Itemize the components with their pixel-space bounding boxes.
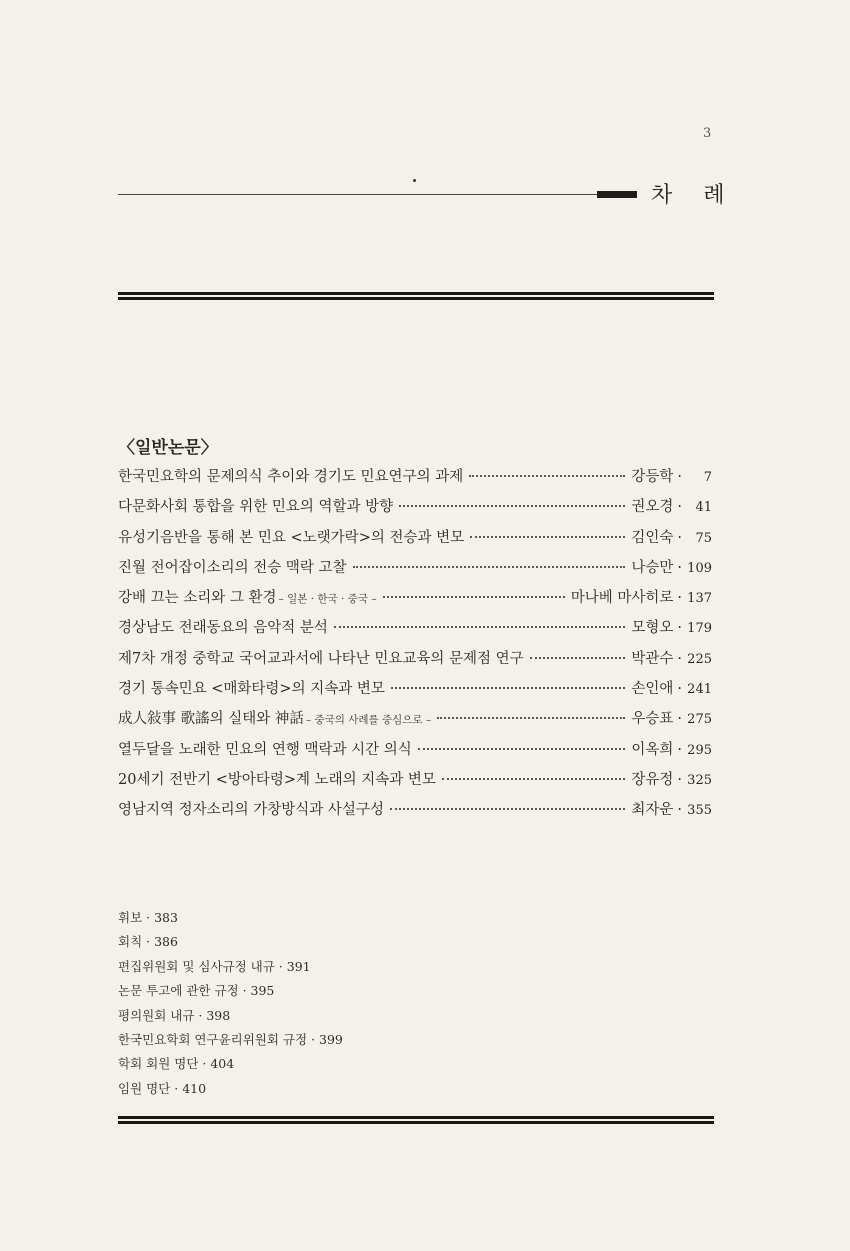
toc-entry-title: 강배 끄는 소리와 그 환경 <box>118 590 277 607</box>
toc-entry-author: 김인숙 <box>631 529 674 546</box>
toc-entry-page: 75 <box>695 530 712 546</box>
dot-leader <box>353 566 626 568</box>
toc-entry-title: 경기 통속민요 <매화타령>의 지속과 변모 <box>118 681 385 698</box>
toc-entry-title: 한국민요학의 문제의식 추이와 경기도 민요연구의 과제 <box>118 469 464 485</box>
misc-item: 논문 투고에 관한 규정 · 395 <box>118 983 275 999</box>
misc-item: 한국민요학회 연구윤리위원회 규정 · 399 <box>118 1031 343 1047</box>
dot-leader <box>391 687 626 689</box>
dot-leader <box>437 717 625 719</box>
toc-entry-title: 다문화사회 통합을 위한 민요의 역할과 방향 <box>118 499 394 516</box>
toc-entry-author: 장유정 <box>631 771 674 788</box>
toc-entry <box>118 768 712 798</box>
toc-entry-author: 마나베 마사히로 <box>570 590 674 607</box>
toc-entry <box>118 707 712 737</box>
toc-entry-subtitle: – 일본 · 한국 · 중국 – <box>278 593 377 606</box>
page-number: 3 <box>703 126 712 141</box>
toc-entry <box>118 495 712 525</box>
toc-entry-author: 손인애 <box>631 681 674 698</box>
toc-entry-separator: · <box>677 590 682 607</box>
toc-entry-author: 박관수 <box>631 650 674 667</box>
dot-leader <box>442 778 625 780</box>
dot-leader <box>418 748 626 750</box>
toc-entry-title: 제7차 개정 중학교 국어교과서에 나타난 민요교육의 문제점 연구 <box>118 650 524 667</box>
misc-item: 회칙 · 386 <box>118 934 178 950</box>
misc-item: 휘보 · 383 <box>118 910 178 925</box>
toc-entry-title: 영남지역 정자소리의 가창방식과 사설구성 <box>118 802 384 819</box>
toc-entry <box>118 738 712 768</box>
dot-leader <box>470 536 625 538</box>
toc-entry-page: 325 <box>687 772 712 788</box>
toc-entry-separator: · <box>677 529 682 546</box>
toc-entry <box>118 798 712 828</box>
toc-entry <box>118 465 712 495</box>
toc-entry-separator: · <box>677 711 682 728</box>
misc-item: 임원 명단 · 410 <box>118 1080 207 1096</box>
toc-entry-title: 成人敍事 歌謠의 실태와 神話 <box>118 711 304 728</box>
toc-entry-author: 이옥희 <box>631 741 674 758</box>
title-rule <box>118 194 600 195</box>
toc-entry-author: 우승표 <box>631 711 674 728</box>
dot-leader <box>383 596 565 598</box>
toc-entry <box>118 586 712 616</box>
page-title: 차 례 <box>651 183 737 208</box>
toc-entry <box>118 616 712 646</box>
toc-entry-subtitle: – 중국의 사례를 중심으로 – <box>305 714 432 727</box>
section-heading: 〈일반논문〉 <box>118 438 218 458</box>
toc-entry-author: 나승만 <box>631 559 674 576</box>
toc-entry-separator: · <box>677 681 682 698</box>
toc-entry-page: 41 <box>695 500 712 516</box>
ink-dot <box>413 179 416 182</box>
toc-entry-separator: · <box>677 802 682 819</box>
toc-entry-separator: · <box>677 741 682 758</box>
toc-entry-page: 7 <box>703 470 712 485</box>
dot-leader <box>390 808 625 810</box>
toc-entry-title: 열두달을 노래한 민요의 연행 맥락과 시간 의식 <box>118 741 412 758</box>
toc-entry <box>118 556 712 586</box>
misc-list <box>118 906 343 1101</box>
toc-entry-separator: · <box>677 469 682 485</box>
toc-entry-separator: · <box>677 499 682 516</box>
table-of-contents <box>118 465 712 829</box>
toc-entry-page: 241 <box>687 682 712 698</box>
toc-entry <box>118 647 712 677</box>
toc-entry-page: 295 <box>687 742 712 758</box>
toc-entry-title: 진월 전어잡이소리의 전승 맥락 고찰 <box>118 559 347 576</box>
toc-entry-page: 225 <box>687 651 712 667</box>
toc-entry-page: 355 <box>687 803 712 819</box>
toc-entry-author: 모형오 <box>631 620 674 637</box>
top-double-rule <box>118 292 714 300</box>
toc-entry-separator: · <box>677 559 682 576</box>
dot-leader <box>334 626 625 628</box>
dot-leader <box>530 657 626 659</box>
toc-entry <box>118 677 712 707</box>
toc-entry-author: 강등학 <box>631 469 674 485</box>
toc-entry-separator: · <box>677 650 682 667</box>
dot-leader <box>399 505 625 507</box>
title-bar <box>597 191 637 198</box>
toc-entry-page: 275 <box>687 712 712 728</box>
toc-entry-title: 20세기 전반기 <방아타령>계 노래의 지속과 변모 <box>118 771 436 788</box>
bottom-double-rule <box>118 1116 714 1124</box>
misc-item: 편집위원회 및 심사규정 내규 · 391 <box>118 958 311 974</box>
toc-entry-author: 권오경 <box>631 499 674 516</box>
toc-entry-separator: · <box>677 620 682 637</box>
misc-item: 평의원회 내규 · 398 <box>118 1007 231 1023</box>
toc-entry-author: 최자운 <box>631 802 674 819</box>
toc-entry <box>118 526 712 556</box>
toc-entry-page: 179 <box>687 621 712 637</box>
toc-entry-title: 유성기음반을 통해 본 민요 <노랫가락>의 전승과 변모 <box>118 529 465 546</box>
dot-leader <box>469 475 625 477</box>
toc-entry-title: 경상남도 전래동요의 음악적 분석 <box>118 620 328 637</box>
toc-entry-page: 137 <box>687 591 712 607</box>
misc-item: 학회 회원 명단 · 404 <box>118 1056 235 1072</box>
toc-entry-page: 109 <box>687 560 712 576</box>
toc-entry-separator: · <box>677 771 682 788</box>
